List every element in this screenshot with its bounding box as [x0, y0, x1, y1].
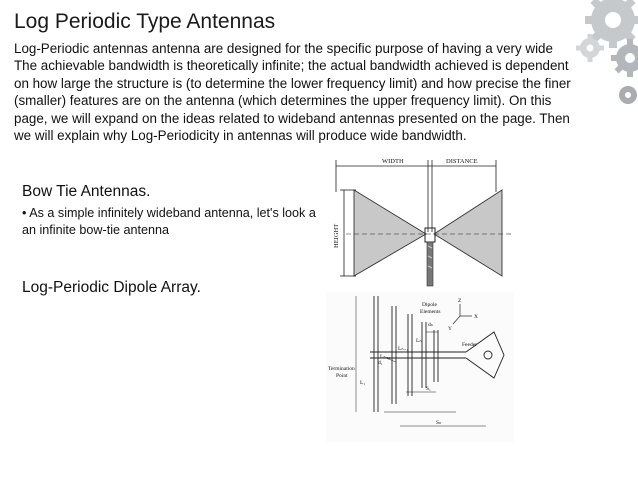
ln2-label: Lₙ₋₂: [380, 354, 391, 360]
feeder-label: Feeder: [462, 342, 477, 348]
lpda-figure: [326, 292, 514, 442]
dipole-elements-label-2: Elements: [420, 309, 441, 315]
height-label: HEIGHT: [333, 223, 340, 248]
x-axis-label: X: [474, 314, 478, 320]
l1-label: L₁: [360, 380, 366, 386]
y-axis-label: Y: [448, 326, 452, 332]
feed-cable: [425, 228, 435, 286]
lpda-heading: Log-Periodic Dipole Array.: [22, 279, 201, 296]
z-axis-label: Z: [458, 298, 462, 304]
bowtie-bullet: • As a simple infinitely wideband antenna, let's look at an infinite bow-tie antenna: [22, 206, 320, 237]
d1-label: d₁: [378, 360, 383, 366]
slide-title: Log Periodic Type Antennas: [14, 10, 276, 33]
distance-label: DISTANCE: [446, 158, 478, 165]
sn-label: Sₙ: [436, 420, 442, 426]
s1-label: S₁: [426, 386, 431, 392]
bowtie-antenna-figure: [316, 152, 520, 288]
ln1-label: Lₙ₋₁: [398, 346, 409, 352]
dipole-elements-label-1: Dipole: [422, 302, 437, 308]
dn-label: dₙ: [428, 322, 433, 328]
bowtie-heading: Bow Tie Antennas.: [22, 183, 151, 200]
ln-label: Lₙ: [416, 338, 422, 344]
termination-label-2: Point: [336, 373, 348, 379]
intro-paragraph: Log-Periodic antennas antenna are designed for the specific purpose of having a very wide The achievable bandwidth is theoretically infinite; the actual bandwidth achieved is dependent on how large the structure is (to determine the lower frequency limit) and how precise the finer (smaller) features are on the antenna (which determines the upper frequency limit). On this page, we will expand on the ideas related to wideband antennas presented on the page. Then we will explain why Log-Periodicity in antennas will produce wide bandwidth.: [14, 41, 571, 144]
termination-label-1: Termination: [328, 366, 355, 372]
width-label: WIDTH: [382, 158, 404, 165]
gear-icon: [619, 86, 637, 104]
